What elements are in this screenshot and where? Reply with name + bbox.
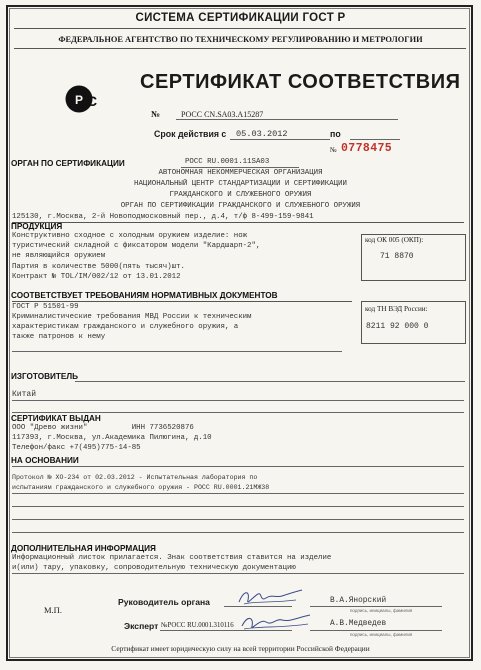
expert-label: Эксперт [124,621,159,631]
additional-line-1: Информационный листок прилагается. Знак соответствия ставится на изделие [12,554,332,562]
reg-number: РОСС CN.SA03.A15287 [181,110,264,119]
certificate-title: СЕРТИФИКАТ СООТВЕТСТВИЯ [140,71,461,93]
head-sign-caption: подпись, инициалы, фамилия [350,608,413,613]
validity-from: 05.03.2012 [236,129,288,139]
svg-text:Р: Р [74,93,84,107]
basis-label: НА ОСНОВАНИИ [11,456,79,465]
product-line-5: Контракт № TOL/IM/002/12 от 13.01.2012 [12,273,181,281]
tnved-label: код ТН ВЭД России: [365,305,428,313]
okp-label: код ОК 005 (ОКП): [365,236,424,244]
validity-label: Срок действия с [154,129,227,139]
head-name: В.А.Янорский [330,597,387,605]
compliance-line-2: Криминалистические требования МВД России к техническим [12,313,252,321]
organ-line-4: ОРГАН ПО СЕРТИФИКАЦИИ ГРАЖДАНСКОГО И СЛУЖЕБНОГО ОРУЖИЯ [120,202,361,210]
issued-label: СЕРТИФИКАТ ВЫДАН [11,414,101,423]
compliance-line-4: также патронов к нему [12,333,106,341]
expert-signature-icon [238,612,314,634]
svg-text:С: С [86,93,98,109]
organ-address: 125130, г.Москва, 2-й Новоподмосковный пер., д.4, т/ф 8-499-159-9841 [12,213,314,221]
form-number-prefix: № [330,146,337,154]
tnved-code: 8211 92 000 0 [366,322,429,331]
expert-sign-caption: подпись, инициалы, фамилия [350,632,413,637]
manufacturer-label: ИЗГОТОВИТЕЛЬ [11,372,78,381]
system-title: СИСТЕМА СЕРТИФИКАЦИИ ГОСТ Р [135,12,346,24]
basis-line-2: испытаниям гражданского и служебного оружия - РОСС RU.0001.21МЖ38 [12,484,270,491]
basis-line-1: Протокол № ХО-234 от 02.03.2012 - Испытательная лаборатория по [12,474,258,481]
form-number: 0778475 [341,142,393,155]
organ-line-3: ГРАЖДАНСКОГО И СЛУЖЕБНОГО ОРУЖИЯ [169,191,312,199]
product-line-2: туристический складной с фиксатором модели "Кардшарп-2", [12,242,261,250]
issued-line-3: Телефон/факс +7(495)775-14-85 [12,444,141,452]
compliance-line-3: характеристикам гражданского и служебного оружия, а [12,323,239,331]
footer-note: Сертификат имеет юридическую силу на всей территории Российской Федерации [111,644,370,653]
expert-code: №РОСС RU.0001.310116 [161,622,234,629]
issued-line-1: ООО "Древо жизни" ИНН 7736520876 [12,424,194,432]
additional-line-2: и(или) тару, упаковку, сопроводительную техническую документацию [12,564,296,572]
issued-line-2: 117393, г.Москва, ул.Академика Пилюгина, д.10 [12,434,212,442]
rst-logo-icon [64,84,100,114]
organ-line-2: НАЦИОНАЛЬНЫЙ ЦЕНТР СТАНДАРТИЗАЦИИ И СЕРТИФИКАЦИИ [134,180,347,188]
product-line-3: не являющийся оружием [12,252,106,260]
reg-number-prefix: № [151,109,161,119]
organ-code: РОСС RU.0001.11SA03 [185,158,270,166]
manufacturer-value: Китай [12,390,37,399]
additional-label: ДОПОЛНИТЕЛЬНАЯ ИНФОРМАЦИЯ [11,544,156,553]
head-label: Руководитель органа [118,597,210,607]
compliance-line-1: ГОСТ Р 51501-99 [12,303,79,311]
organ-label: ОРГАН ПО СЕРТИФИКАЦИИ [11,159,125,168]
product-line-1: Конструктивно сходное с холодным оружием изделие: нож [12,232,248,240]
expert-name: А.В.Медведев [330,620,387,628]
validity-to-label: по [330,129,341,139]
agency-title: ФЕДЕРАЛЬНОЕ АГЕНТСТВО ПО ТЕХНИЧЕСКОМУ РЕГУЛИРОВАНИЮ И МЕТРОЛОГИИ [58,35,423,44]
compliance-label: СООТВЕТСТВУЕТ ТРЕБОВАНИЯМ НОРМАТИВНЫХ ДОКУМЕНТОВ [11,291,278,300]
head-signature-icon [236,586,306,610]
okp-code: 71 8870 [380,252,414,261]
organ-line-1: АВТОНОМНАЯ НЕКОММЕРЧЕСКАЯ ОРГАНИЗАЦИЯ [158,169,323,177]
mp-label: М.П. [44,605,62,615]
product-label: ПРОДУКЦИЯ [11,222,63,231]
product-line-4: Партия в количестве 5000(пять тысяч)шт. [12,263,185,271]
